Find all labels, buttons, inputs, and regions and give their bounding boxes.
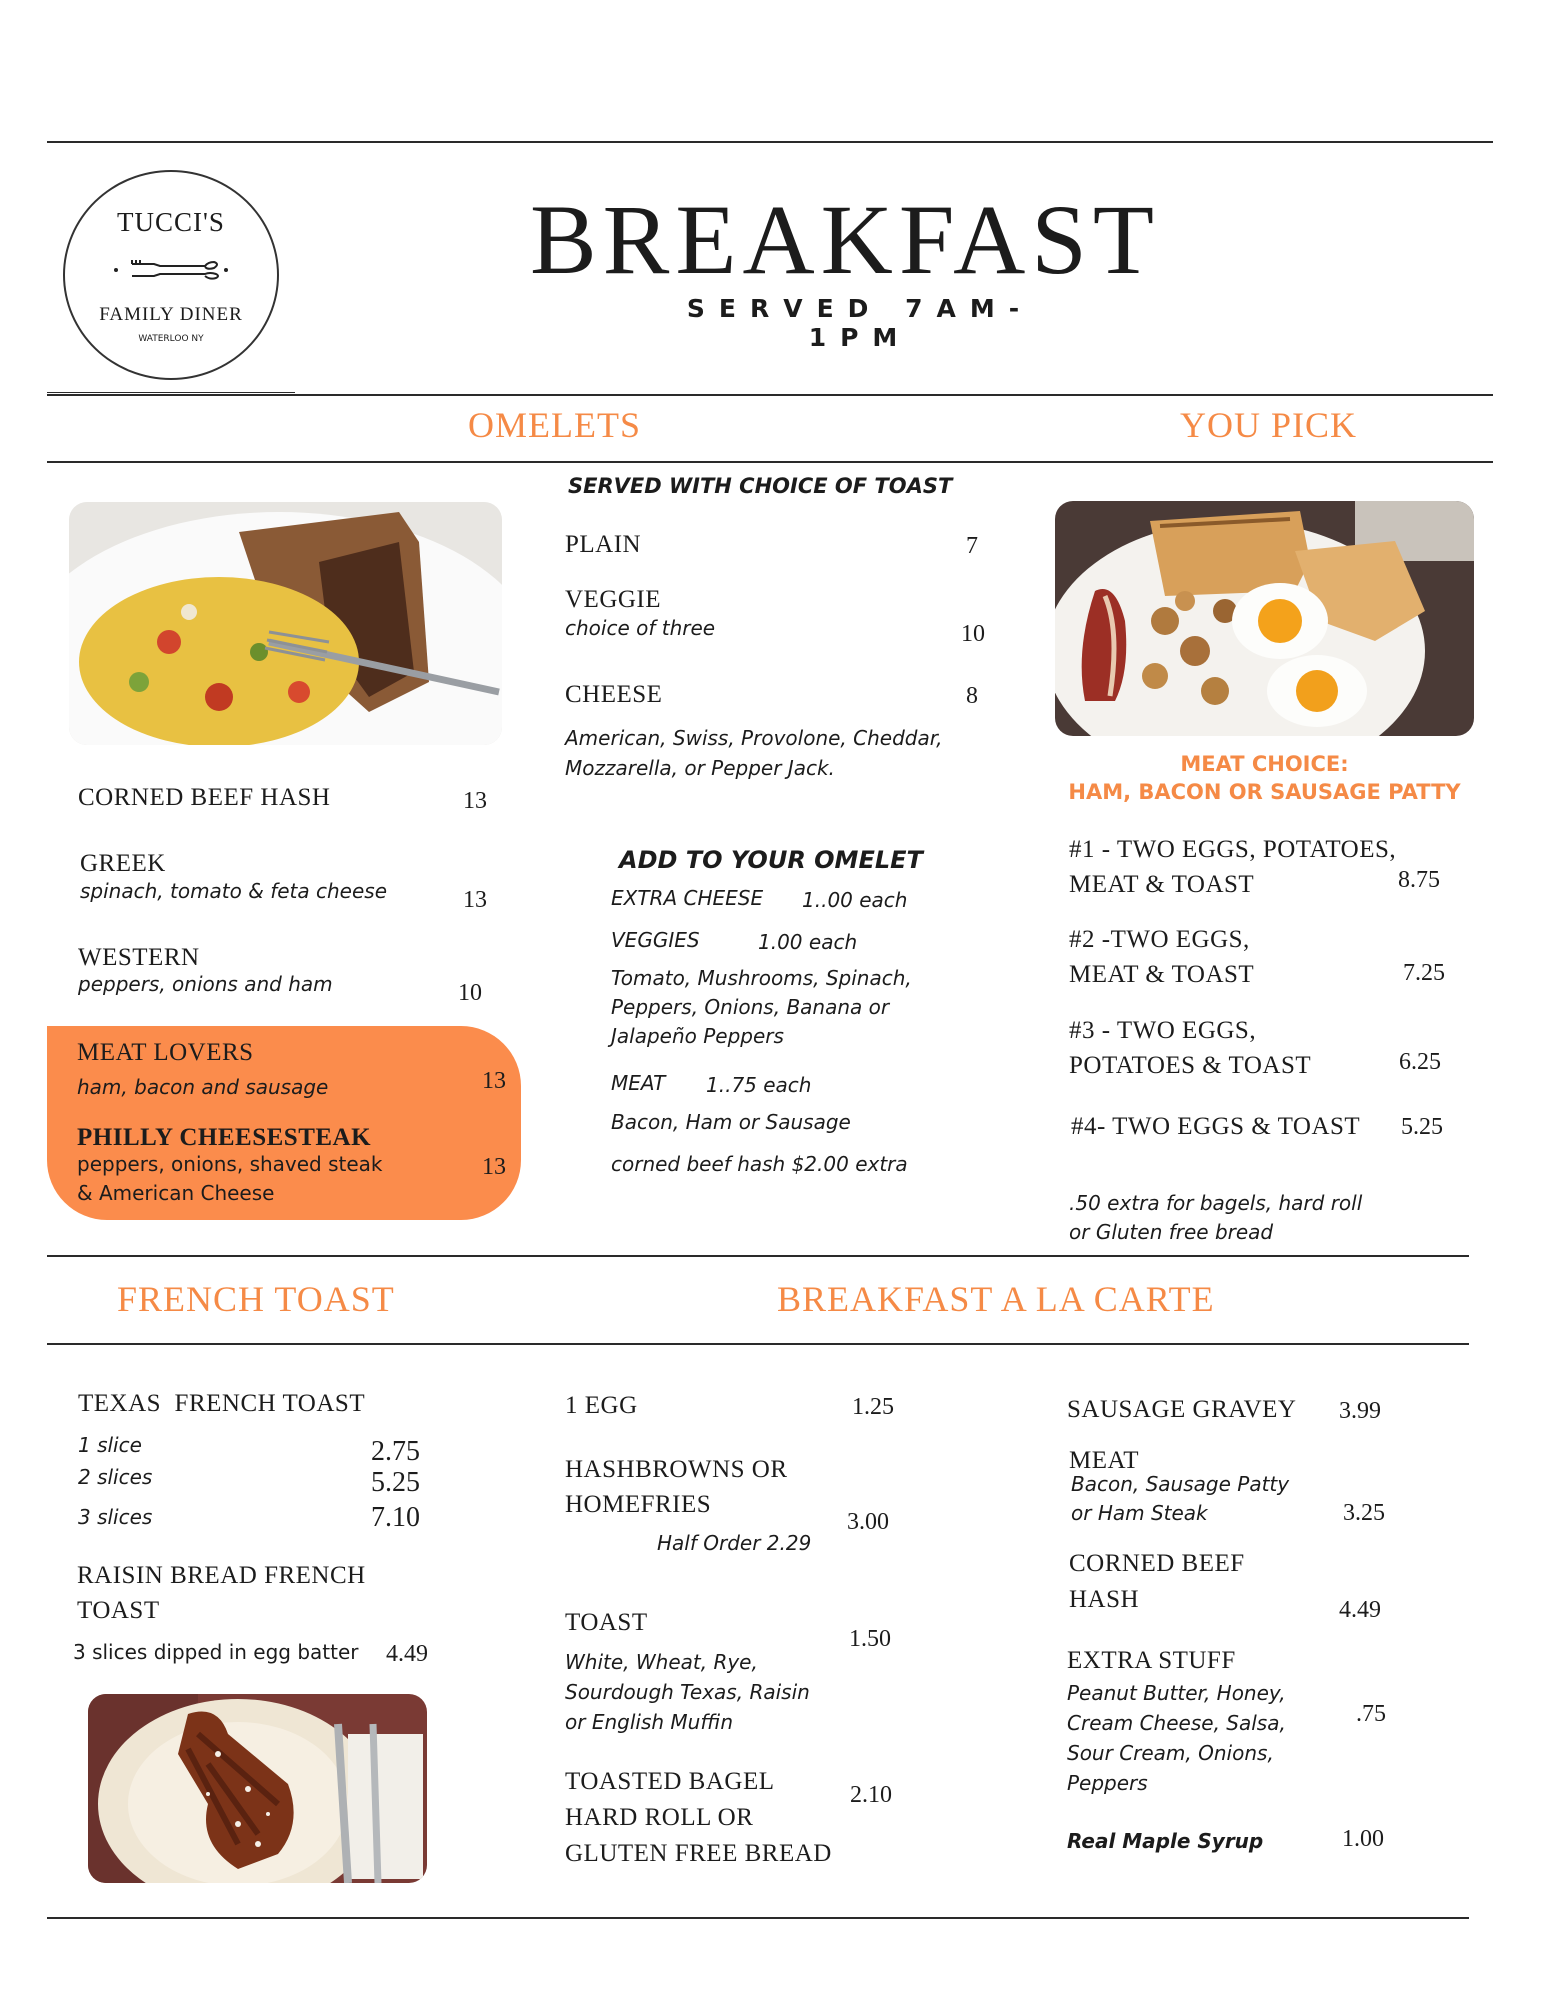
toast-options: or English Muffin [565, 1710, 733, 1734]
maple-syrup-item: Real Maple Syrup [1067, 1829, 1264, 1853]
item-price: 8 [966, 683, 978, 709]
item-price: 13 [463, 788, 487, 814]
toast-item: TOAST [565, 1609, 648, 1636]
logo-name: TUCCI'S [117, 207, 225, 237]
extra-stuff-options: Sour Cream, Onions, [1067, 1741, 1274, 1765]
hashbrowns-price: 3.00 [847, 1509, 889, 1535]
hashbrowns-item: HOMEFRIES [565, 1491, 712, 1518]
a-la-carte-heading: BREAKFAST A LA CARTE [777, 1279, 1215, 1319]
veggies-options: Peppers, Onions, Banana or [611, 995, 890, 1019]
combo-price: 6.25 [1399, 1049, 1441, 1075]
corned-beef-price: 4.49 [1339, 1597, 1381, 1623]
french-toast-photo [88, 1694, 427, 1883]
veggies-label: VEGGIES [611, 928, 700, 952]
toast-options: White, Wheat, Rye, [565, 1650, 758, 1674]
page-title: BREAKFAST [529, 184, 1161, 295]
veggies-price: 1.00 each [758, 930, 858, 954]
extra-cheese-label: EXTRA CHEESE [611, 886, 764, 910]
egg-price: 1.25 [852, 1394, 894, 1420]
cheese-options: American, Swiss, Provolone, Cheddar, [565, 726, 943, 750]
add-to-omelet-heading: ADD TO YOUR OMELET [619, 846, 923, 874]
item-price: 13 [482, 1154, 506, 1180]
item-desc: peppers, onions, shaved steak [77, 1152, 383, 1176]
combo-line: MEAT & TOAST [1069, 961, 1255, 988]
bagel-item: HARD ROLL OR [565, 1804, 754, 1831]
raisin-french-toast: RAISIN BREAD FRENCH [77, 1562, 366, 1589]
section-rule-2-bottom [47, 1343, 1469, 1345]
toast-options: Sourdough Texas, Raisin [565, 1680, 810, 1704]
slice-label: 2 slices [78, 1465, 153, 1489]
corned-beef-item: CORNED BEEF [1069, 1550, 1245, 1577]
you-pick-heading: YOU PICK [1180, 405, 1358, 445]
french-toast-heading: FRENCH TOAST [117, 1279, 395, 1319]
bagel-price: 2.10 [850, 1782, 892, 1808]
meat-item: MEAT [1069, 1447, 1140, 1474]
combo-line: #4- TWO EGGS & TOAST [1071, 1113, 1361, 1140]
hashbrowns-half: Half Order 2.29 [657, 1531, 812, 1555]
raisin-price: 4.49 [386, 1641, 428, 1667]
extra-stuff-price: .75 [1356, 1701, 1386, 1727]
item-name: MEAT LOVERS [77, 1039, 254, 1066]
combo-line: #1 - TWO EGGS, POTATOES, [1069, 836, 1397, 863]
combo-line: #3 - TWO EGGS, [1069, 1017, 1257, 1044]
extra-stuff-options: Cream Cheese, Salsa, [1067, 1711, 1286, 1735]
section-rule-2-top [47, 1255, 1469, 1257]
item-name: PHILLY CHEESESTEAK [77, 1124, 372, 1151]
bread-note: or Gluten free bread [1069, 1220, 1274, 1244]
extra-cheese-price: 1..00 each [802, 888, 908, 912]
omelets-heading: OMELETS [468, 405, 641, 445]
item-price: 10 [458, 980, 482, 1006]
slice-price: 7.10 [371, 1502, 420, 1533]
breakfast-plate-photo [1055, 501, 1474, 736]
served-hours: SERVED 7AM-1PM [686, 294, 1034, 352]
egg-item: 1 EGG [565, 1392, 638, 1419]
logo-location: WATERLOO NY [138, 334, 204, 344]
corned-beef-item: HASH [1069, 1586, 1140, 1613]
slice-price: 5.25 [371, 1467, 420, 1498]
combo-line: MEAT & TOAST [1069, 871, 1255, 898]
combo-line: POTATOES & TOAST [1069, 1052, 1312, 1079]
section-rule-bottom [47, 461, 1493, 463]
slice-label: 3 slices [78, 1505, 153, 1529]
meat-choice-label: MEAT CHOICE: [1180, 752, 1349, 776]
item-name: GREEK [80, 850, 166, 877]
bagel-item: GLUTEN FREE BREAD [565, 1840, 832, 1867]
extra-stuff-item: EXTRA STUFF [1067, 1647, 1236, 1674]
texas-french-toast: TEXAS FRENCH TOAST [78, 1390, 366, 1417]
hash-note: corned beef hash $2.00 extra [611, 1152, 908, 1176]
item-name: WESTERN [78, 944, 200, 971]
cheese-options: Mozzarella, or Pepper Jack. [565, 756, 835, 780]
meat-price: 3.25 [1343, 1500, 1385, 1526]
item-desc: choice of three [565, 616, 716, 640]
logo-subtitle: FAMILY DINER [99, 304, 243, 325]
slice-price: 2.75 [371, 1436, 420, 1467]
bottom-rule [47, 1917, 1469, 1919]
item-desc: ham, bacon and sausage [77, 1075, 329, 1099]
veggies-options: Tomato, Mushrooms, Spinach, [611, 966, 912, 990]
meat-options: Bacon, Ham or Sausage [611, 1110, 851, 1134]
item-desc: peppers, onions and ham [78, 972, 333, 996]
raisin-french-toast: TOAST [77, 1597, 160, 1624]
meat-label: MEAT [611, 1071, 666, 1095]
fork-spoon-icon [110, 254, 232, 286]
combo-price: 7.25 [1403, 960, 1445, 986]
item-name: VEGGIE [565, 586, 662, 613]
item-price: 13 [482, 1068, 506, 1094]
item-desc: & American Cheese [77, 1181, 275, 1205]
meat-options: Bacon, Sausage Patty [1071, 1472, 1290, 1496]
item-desc: spinach, tomato & feta cheese [80, 879, 388, 903]
combo-price: 5.25 [1401, 1114, 1443, 1140]
toast-price: 1.50 [849, 1626, 891, 1652]
combo-price: 8.75 [1398, 867, 1440, 893]
maple-syrup-price: 1.00 [1342, 1826, 1384, 1852]
slice-label: 1 slice [78, 1433, 142, 1457]
item-price: 13 [463, 887, 487, 913]
extra-stuff-options: Peanut Butter, Honey, [1067, 1681, 1286, 1705]
bagel-item: TOASTED BAGEL [565, 1768, 775, 1795]
logo-underline [47, 392, 295, 393]
item-name: CHEESE [565, 681, 663, 708]
extra-stuff-options: Peppers [1067, 1771, 1148, 1795]
meat-price: 1..75 each [706, 1073, 812, 1097]
hashbrowns-item: HASHBROWNS OR [565, 1456, 788, 1483]
gravy-item: SAUSAGE GRAVEY [1067, 1396, 1297, 1423]
toast-note: SERVED WITH CHOICE OF TOAST [568, 474, 953, 498]
item-price: 10 [961, 621, 985, 647]
veggies-options: Jalapeño Peppers [611, 1024, 784, 1048]
section-rule-top [47, 394, 1493, 396]
item-price: 7 [966, 533, 978, 559]
item-name: PLAIN [565, 531, 642, 558]
item-name: CORNED BEEF HASH [78, 784, 331, 811]
top-rule [47, 141, 1493, 143]
logo [63, 170, 279, 380]
meat-choice-options: HAM, BACON OR SAUSAGE PATTY [1068, 780, 1461, 804]
combo-line: #2 -TWO EGGS, [1069, 926, 1250, 953]
bread-note: .50 extra for bagels, hard roll [1069, 1191, 1363, 1215]
omelet-photo [69, 502, 502, 745]
gravy-price: 3.99 [1339, 1398, 1381, 1424]
raisin-desc: 3 slices dipped in egg batter [73, 1640, 359, 1664]
meat-options: or Ham Steak [1071, 1501, 1208, 1525]
